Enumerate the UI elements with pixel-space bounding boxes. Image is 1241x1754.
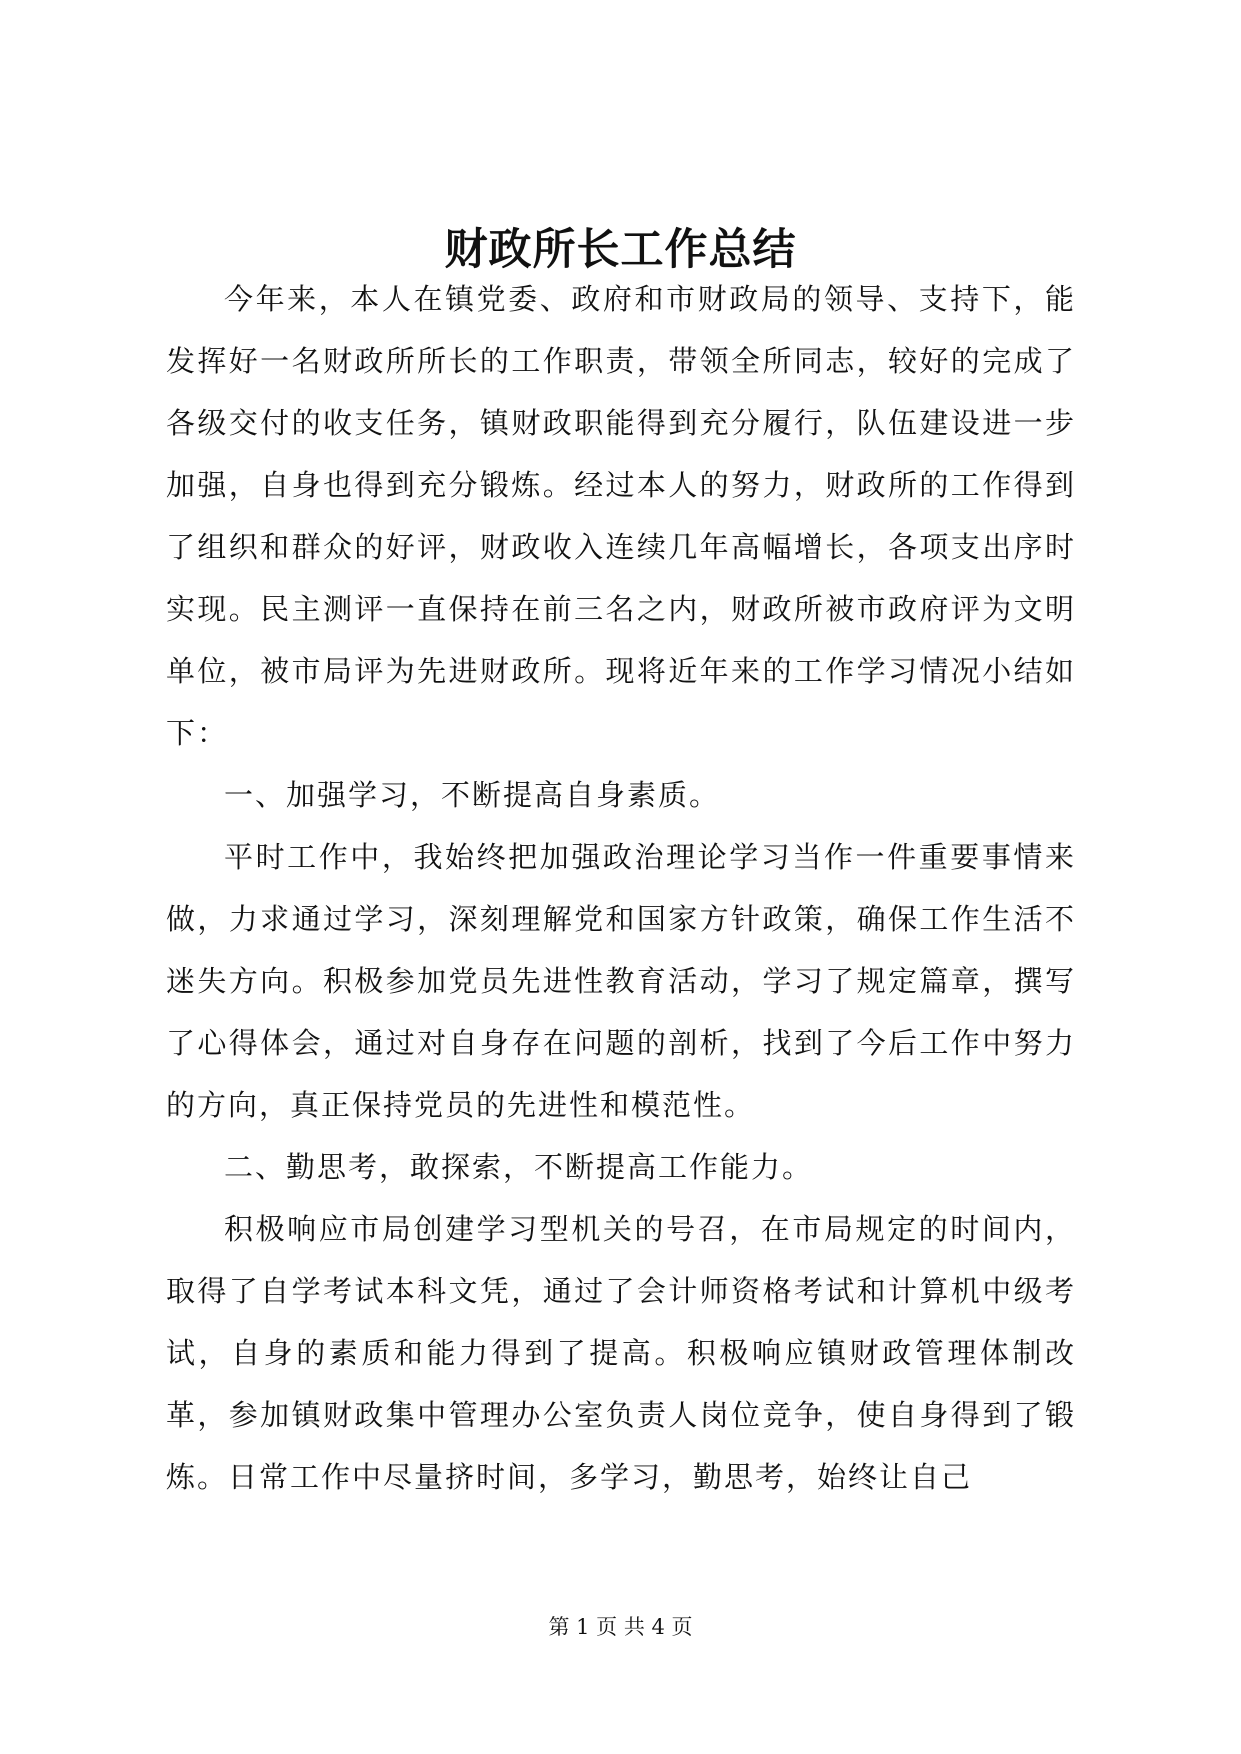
document-body (166, 268, 1076, 1508)
paragraph-intro: 今年来，本人在镇党委、政府和市财政局的领导、支持下，能发挥好一名财政所所长的工作职责，带领全所同志，较好的完成了各级交付的收支任务，镇财政职能得到充分履行，队伍建设进一步加强，自身也得到充分锻炼。经过本人的努力，财政所的工作得到了组织和群众的好评，财政收入连续几年高幅增长，各项支出序时实现。民主测评一直保持在前三名之内，财政所被市政府评为文明单位，被市局评为先进财政所。现将近年来的工作学习情况小结如下： (166, 282, 1076, 750)
paragraph-study: 平时工作中，我始终把加强政治理论学习当作一件重要事情来做，力求通过学习，深刻理解党和国家方针政策，确保工作生活不迷失方向。积极参加党员先进性教育活动，学习了规定篇章，撰写了心得体会，通过对自身存在问题的剖析，找到了今后工作中努力的方向，真正保持党员的先进性和模范性。 (166, 840, 1076, 1122)
section-heading-2: 二、勤思考，敢探索，不断提高工作能力。 (224, 1150, 814, 1184)
paragraph-ability: 积极响应市局创建学习型机关的号召，在市局规定的时间内，取得了自学考试本科文凭，通过了会计师资格考试和计算机中级考试，自身的素质和能力得到了提高。积极响应镇财政管理体制改革，参加镇财政集中管理办公室负责人岗位竞争，使自身得到了锻炼。日常工作中尽量挤时间，多学习，勤思考，始终让自己 (166, 1212, 1076, 1494)
page-footer: 第 1 页 共 4 页 (548, 1615, 693, 1639)
document-title: 财政所长工作总结 (444, 225, 797, 275)
section-heading-1: 一、加强学习，不断提高自身素质。 (224, 778, 721, 812)
